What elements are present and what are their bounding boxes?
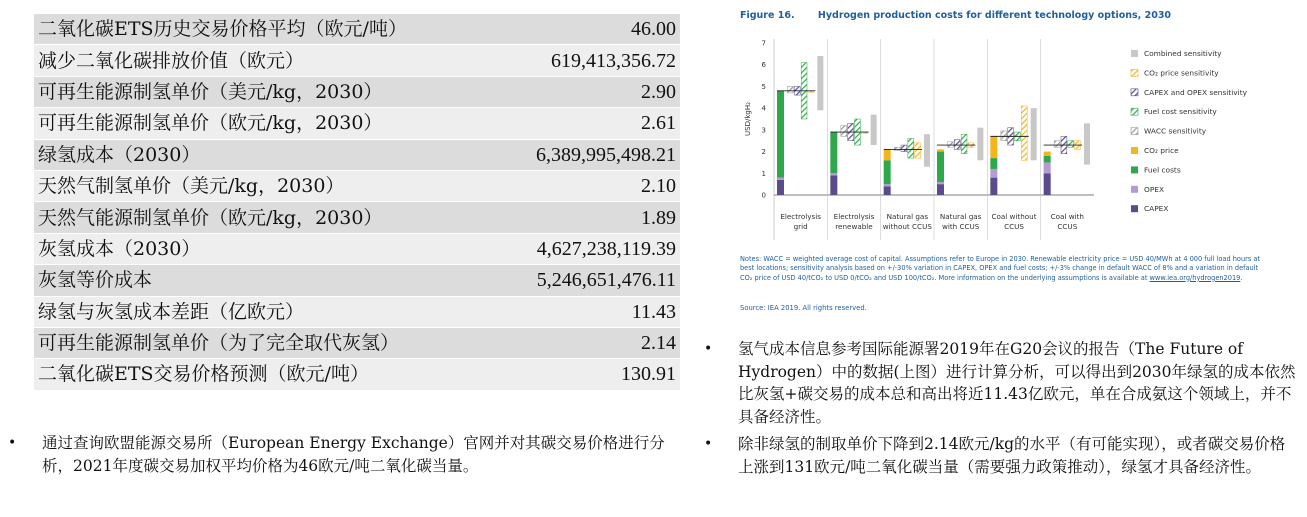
- table-row: [34, 45, 680, 76]
- row-label: 可再生能源制氢单价（为了完全取代灰氢）: [34, 327, 512, 358]
- sensitivity-bar: [908, 139, 914, 159]
- bar-opex: [937, 182, 944, 184]
- figure-title: Hydrogen production costs for different technology options, 2030: [817, 10, 1172, 21]
- combined-sensitivity-bar: [1031, 108, 1037, 160]
- sensitivity-bar: [961, 134, 967, 154]
- y-tick-label: 5: [761, 82, 766, 91]
- row-value: 1.89: [512, 202, 680, 233]
- combined-sensitivity-bar: [871, 115, 877, 145]
- combined-sensitivity-bar: [977, 128, 983, 161]
- combined-sensitivity-bar: [924, 134, 930, 167]
- row-value: 11.43: [512, 296, 680, 327]
- row-label: 可再生能源制氢单价（欧元/kg，2030）: [34, 108, 512, 139]
- table-row: [34, 170, 680, 201]
- legend-label: Fuel costs: [1144, 165, 1181, 175]
- x-category-label: Natural gas: [886, 212, 929, 221]
- figure-source: Source: IEA 2019. All rights reserved.: [740, 304, 867, 312]
- legend-label: OPEX: [1144, 184, 1165, 194]
- x-category-label: Coal without: [991, 212, 1037, 221]
- combined-sensitivity-bar: [817, 56, 823, 110]
- legend-label: CO₂ price: [1144, 146, 1179, 155]
- table-row: [34, 359, 680, 390]
- sensitivity-bar: [894, 147, 900, 150]
- table-row: [34, 327, 680, 358]
- legend-swatch: [1131, 147, 1138, 154]
- sensitivity-bar: [1054, 141, 1060, 148]
- iea-figure: [740, 0, 1290, 330]
- row-label: 灰氢成本（2030）: [34, 233, 512, 264]
- row-value: 4,627,238,119.39: [512, 233, 680, 264]
- y-tick-label: 3: [761, 126, 766, 135]
- combined-sensitivity-bar: [1084, 123, 1090, 164]
- bar-fuel-costs: [830, 132, 837, 173]
- row-value: 2.14: [512, 327, 680, 358]
- row-label: 减少二氧化碳排放价值（欧元）: [34, 45, 512, 76]
- bar-capex: [830, 175, 837, 195]
- x-category-label: Coal with: [1050, 212, 1085, 221]
- bullet-conclusion: [704, 433, 1298, 478]
- x-category-label: with CCUS: [941, 222, 980, 231]
- row-value: 6,389,995,498.21: [512, 139, 680, 170]
- sensitivity-bar: [841, 126, 847, 137]
- bullet-text: 除非绿氢的制取单价下降到2.14欧元/kg的水平（有可能实现），或者碳交易价格上涨到131欧元/吨二氧化碳当量（需要强力政策推动），绿氢才具备经济性。: [738, 435, 1286, 476]
- bar-fuel-costs: [937, 152, 944, 182]
- bar-capex: [777, 180, 784, 195]
- bullet-eex-price: [8, 432, 672, 477]
- bar-opex: [830, 173, 837, 175]
- sensitivity-bar: [948, 142, 954, 147]
- legend-label: CO₂ price sensitivity: [1144, 68, 1219, 78]
- legend-swatch: [1131, 69, 1138, 76]
- legend-swatch: [1131, 50, 1138, 57]
- sensitivity-bar: [915, 143, 921, 158]
- row-value: 46.00: [512, 14, 680, 45]
- bar-co-price: [1044, 152, 1051, 156]
- bar-fuel-costs: [990, 158, 997, 169]
- y-tick-label: 0: [761, 191, 766, 200]
- legend-swatch: [1131, 108, 1138, 115]
- y-tick-label: 7: [761, 39, 766, 48]
- bar-opex: [884, 184, 891, 186]
- bullet-marker: •: [704, 341, 713, 357]
- sensitivity-bar: [954, 140, 960, 150]
- table-row: [34, 76, 680, 107]
- figure-number: Figure 16.: [740, 10, 795, 21]
- row-value: 2.10: [512, 170, 680, 201]
- x-category-label: CCUS: [1057, 222, 1078, 231]
- row-label: 灰氢等价成本: [34, 265, 512, 296]
- x-category-label: without CCUS: [882, 222, 932, 231]
- bullet-iea-analysis: [704, 338, 1298, 428]
- y-tick-label: 4: [761, 104, 766, 113]
- table-row: [34, 108, 680, 139]
- row-value: 2.90: [512, 76, 680, 107]
- legend-swatch: [1131, 186, 1138, 193]
- sensitivity-bar: [901, 145, 907, 152]
- row-label: 绿氢成本（2030）: [34, 139, 512, 170]
- bar-fuel-costs: [777, 91, 784, 178]
- legend-swatch: [1131, 89, 1138, 96]
- x-category-label: Electrolysis: [833, 212, 875, 221]
- notes-suffix: .: [1240, 273, 1243, 282]
- legend-label: CAPEX and OPEX sensitivity: [1144, 87, 1247, 97]
- bar-opex: [990, 169, 997, 178]
- bar-co-price: [937, 149, 944, 151]
- notes-text: Notes: WACC = weighted average cost of capital. Assumptions refer to Europe in 2030. Renewable electricity price = USD 40/MWh at 4 000 full load hours at best locations; sensitivity analysis based on +/-30% variation in CAPEX, OPEX and fuel costs; +/-3% change in default WACC of 8% and a variation in default CO₂ price of USD 40/tCO₂ to USD 0/tCO₂ and USD 100/tCO₂. More information on the underlying assumptions is available at: [740, 255, 1261, 282]
- bar-fuel-costs: [884, 160, 891, 184]
- row-value: 5,246,651,476.11: [512, 265, 680, 296]
- cost-chart: [740, 26, 1290, 276]
- bullet-marker: •: [704, 436, 713, 452]
- row-value: 2.61: [512, 108, 680, 139]
- legend-label: Fuel cost sensitivity: [1144, 107, 1217, 117]
- table-row: [34, 296, 680, 327]
- bar-capex: [990, 178, 997, 195]
- cost-table-body: [34, 14, 680, 390]
- x-category-label: Electrolysis: [780, 212, 822, 221]
- x-category-label: CCUS: [1004, 222, 1024, 231]
- table-row: [34, 265, 680, 296]
- table-row: [34, 202, 680, 233]
- notes-link[interactable]: www.iea.org/hydrogen2019: [1149, 273, 1241, 282]
- figure-caption: [740, 10, 1171, 21]
- bar-fuel-costs: [1044, 156, 1051, 163]
- row-value: 619,413,356.72: [512, 45, 680, 76]
- row-label: 绿氢与灰氢成本差距（亿欧元）: [34, 296, 512, 327]
- sensitivity-bar: [1021, 106, 1027, 160]
- y-axis-label: USD/kgH₂: [744, 102, 752, 136]
- row-label: 可再生能源制氢单价（美元/kg，2030）: [34, 76, 512, 107]
- legend-label: Combined sensitivity: [1144, 49, 1222, 58]
- row-value: 130.91: [512, 359, 680, 390]
- y-tick-label: 2: [761, 148, 766, 157]
- cost-table: [34, 14, 680, 391]
- table-row: [34, 233, 680, 264]
- x-category-label: renewable: [835, 222, 873, 231]
- bar-opex: [777, 178, 784, 180]
- bullet-marker: •: [8, 435, 17, 451]
- sensitivity-bar: [1001, 131, 1007, 141]
- x-category-label: Natural gas: [939, 212, 982, 221]
- x-category-label: grid: [793, 222, 808, 231]
- legend-swatch: [1131, 128, 1138, 135]
- bullet-text: 通过查询欧盟能源交易所（European Energy Exchange）官网并对其碳交易价格进行分析，2021年度碳交易加权平均价格为46欧元/吨二氧化碳当量。: [42, 434, 665, 475]
- bar-capex: [937, 184, 944, 195]
- legend-swatch: [1131, 166, 1138, 173]
- legend-label: WACC sensitivity: [1144, 126, 1207, 136]
- legend-label: CAPEX: [1144, 204, 1169, 214]
- sensitivity-bar: [1068, 141, 1074, 148]
- bullet-text: 氢气成本信息参考国际能源署2019年在G20会议的报告（The Future of Hydrogen）中的数据(上图）进行计算分析，可以得出到2030年绿氢的成本依然比灰氢+碳交易的成本总和高出将近11.43亿欧元，单在合成氨这个领域上，并不具备经济性。: [738, 340, 1296, 426]
- figure-notes: [740, 255, 1260, 283]
- bar-co-price: [990, 136, 997, 158]
- y-tick-label: 6: [761, 61, 766, 70]
- row-label: 天然气制氢单价（美元/kg，2030）: [34, 170, 512, 201]
- row-label: 天然气能源制氢单价（欧元/kg，2030）: [34, 202, 512, 233]
- bar-co-price: [884, 149, 891, 160]
- row-label: 二氧化碳ETS交易价格预测（欧元/吨）: [34, 359, 512, 390]
- bar-capex: [884, 186, 891, 195]
- table-row: [34, 14, 680, 45]
- bar-capex: [1044, 173, 1051, 195]
- legend-swatch: [1131, 205, 1138, 212]
- row-label: 二氧化碳ETS历史交易价格平均（欧元/吨）: [34, 14, 512, 45]
- y-tick-label: 1: [761, 169, 766, 178]
- sensitivity-bar: [788, 86, 794, 93]
- bar-opex: [1044, 162, 1051, 173]
- table-row: [34, 139, 680, 170]
